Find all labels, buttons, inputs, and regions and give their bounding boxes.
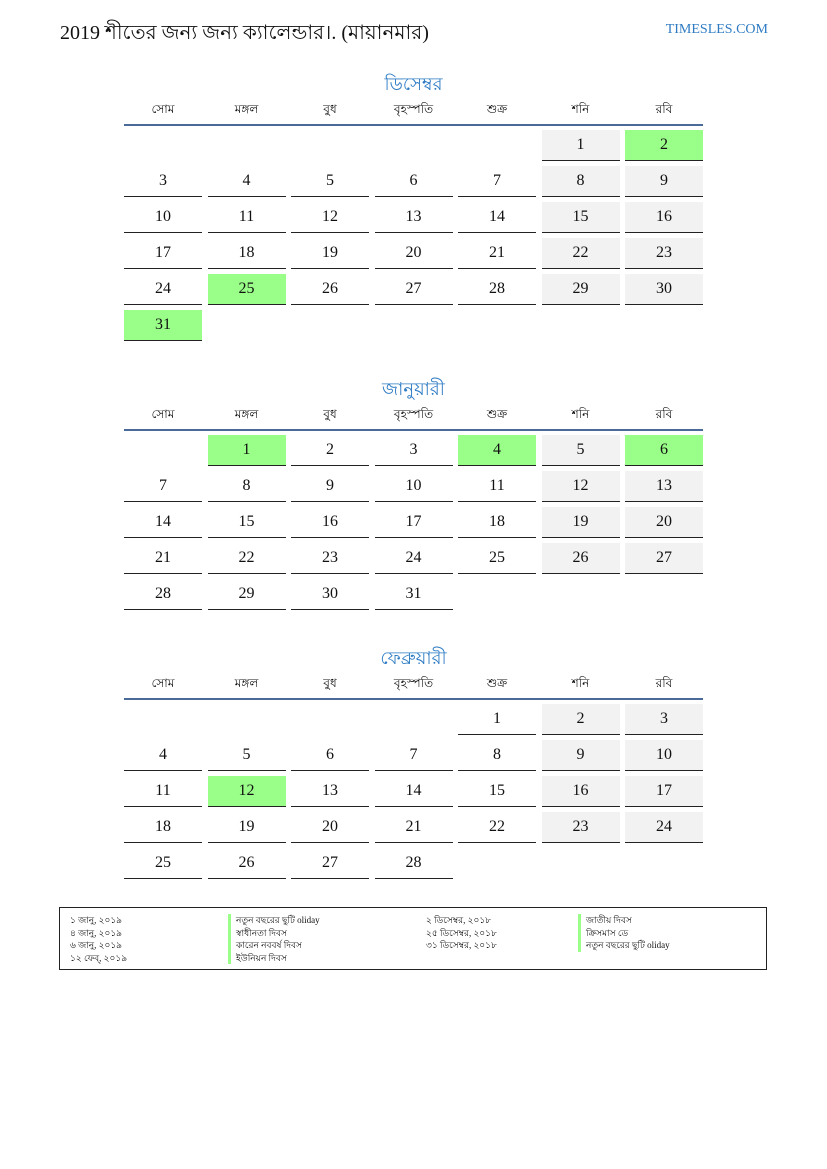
day-cell[interactable]: 30 — [291, 579, 369, 610]
weekday-label: বুধ — [323, 407, 337, 421]
day-cell[interactable]: 23 — [291, 543, 369, 574]
weekday-label: মঙ্গল — [234, 102, 259, 116]
day-cell[interactable]: 6 — [291, 740, 369, 771]
holiday-legend — [59, 907, 767, 970]
weekday-label: বৃহস্পতি — [393, 676, 434, 690]
month-calendar — [124, 644, 703, 879]
day-cell[interactable]: 30 — [625, 274, 703, 305]
day-cell[interactable]: 20 — [291, 812, 369, 843]
weekday-label: সোম — [151, 102, 175, 116]
day-cell[interactable]: 25 — [458, 543, 536, 574]
day-cell[interactable]: 22 — [208, 543, 286, 574]
month-calendar — [124, 375, 703, 610]
day-cell[interactable]: 9 — [291, 471, 369, 502]
day-cell[interactable]: 3 — [625, 704, 703, 735]
day-cell[interactable]: 21 — [124, 543, 202, 574]
legend-date: ১২ ফেব্, ২০১৯ — [70, 952, 128, 963]
page-title: 2019 শীতের জন্য জন্য ক্যালেন্ডার।. (মায়ানমার) — [60, 22, 429, 44]
day-cell[interactable]: 6 — [375, 166, 453, 197]
day-cell[interactable]: 11 — [458, 471, 536, 502]
day-grid — [124, 130, 703, 341]
month-title: ফেব্রুয়ারী — [380, 648, 447, 668]
day-cell[interactable]: 24 — [124, 274, 202, 305]
day-cell[interactable]: 16 — [291, 507, 369, 538]
day-cell[interactable]: 14 — [375, 776, 453, 807]
day-cell[interactable]: 5 — [542, 435, 620, 466]
empty-cell — [124, 435, 202, 465]
day-cell[interactable]: 14 — [124, 507, 202, 538]
day-cell[interactable]: 15 — [542, 202, 620, 233]
legend-holiday-name: জাতীয় দিবস — [578, 914, 670, 927]
holiday-day-cell[interactable]: 2 — [625, 130, 703, 161]
day-cell[interactable]: 17 — [124, 238, 202, 269]
day-cell[interactable]: 29 — [542, 274, 620, 305]
month-title: জানুয়ারী — [382, 379, 445, 399]
day-cell[interactable]: 27 — [291, 848, 369, 879]
day-cell[interactable]: 31 — [375, 579, 453, 610]
empty-cell — [208, 704, 286, 734]
day-cell[interactable]: 26 — [291, 274, 369, 305]
weekday-header — [124, 674, 703, 700]
weekday-label: বৃহস্পতি — [393, 102, 434, 116]
legend-date: ২ ডিসেম্বর, ২০১৮ — [426, 915, 491, 925]
empty-cell — [375, 130, 453, 160]
day-cell[interactable]: 18 — [124, 812, 202, 843]
day-cell[interactable]: 11 — [208, 202, 286, 233]
weekday-label: শুক্র — [486, 102, 508, 116]
legend-holiday-name: ইউনিয়ন দিবস — [228, 952, 320, 965]
weekday-label: শনি — [571, 676, 590, 690]
day-grid — [124, 704, 703, 879]
day-cell[interactable]: 21 — [375, 812, 453, 843]
legend-date: ৪ জানু, ২০১৯ — [70, 927, 123, 938]
legend-date: ২৫ ডিসেম্বর, ২০১৮ — [426, 927, 497, 938]
legend-date: ১ জানু, ২০১৯ — [70, 915, 123, 925]
day-cell[interactable]: 1 — [542, 130, 620, 161]
day-cell[interactable]: 16 — [625, 202, 703, 233]
day-cell[interactable]: 19 — [208, 812, 286, 843]
legend-holiday-name: ক্রিসমাস ডে — [578, 927, 670, 940]
weekday-label: রবি — [655, 407, 673, 421]
weekday-label: রবি — [655, 676, 673, 690]
holiday-day-cell[interactable]: 12 — [208, 776, 286, 807]
day-cell[interactable]: 7 — [375, 740, 453, 771]
day-cell[interactable]: 21 — [458, 238, 536, 269]
weekday-label: বুধ — [323, 102, 337, 116]
weekday-label: শনি — [571, 102, 590, 116]
day-cell[interactable]: 7 — [458, 166, 536, 197]
empty-cell — [375, 704, 453, 734]
legend-holiday-name: কারেন নববর্ষ দিবস — [228, 939, 320, 952]
empty-cell — [291, 130, 369, 160]
day-cell[interactable]: 16 — [542, 776, 620, 807]
day-cell[interactable]: 12 — [542, 471, 620, 502]
weekday-label: বুধ — [323, 676, 337, 690]
day-cell[interactable]: 13 — [625, 471, 703, 502]
day-cell[interactable]: 7 — [124, 471, 202, 502]
day-cell[interactable]: 27 — [625, 543, 703, 574]
day-cell[interactable]: 19 — [542, 507, 620, 538]
empty-cell — [124, 704, 202, 734]
day-cell[interactable]: 3 — [124, 166, 202, 197]
day-cell[interactable]: 9 — [542, 740, 620, 771]
day-cell[interactable]: 17 — [625, 776, 703, 807]
month-calendar — [124, 70, 703, 341]
day-cell[interactable]: 1 — [458, 704, 536, 735]
weekday-header — [124, 100, 703, 126]
legend-holiday-name: নতুন বছরের ছুটি oliday — [578, 939, 670, 952]
day-cell[interactable]: 20 — [625, 507, 703, 538]
day-grid — [124, 435, 703, 610]
day-cell[interactable]: 14 — [458, 202, 536, 233]
holiday-day-cell[interactable]: 25 — [208, 274, 286, 305]
empty-cell — [208, 130, 286, 160]
empty-cell — [291, 704, 369, 734]
legend-holiday-name: নতুন বছরের ছুটি oliday — [228, 914, 320, 927]
day-cell[interactable]: 10 — [375, 471, 453, 502]
day-cell[interactable]: 13 — [375, 202, 453, 233]
day-cell[interactable]: 9 — [625, 166, 703, 197]
day-cell[interactable]: 10 — [124, 202, 202, 233]
holiday-day-cell[interactable]: 6 — [625, 435, 703, 466]
day-cell[interactable]: 17 — [375, 507, 453, 538]
weekday-label: বৃহস্পতি — [393, 407, 434, 421]
day-cell[interactable]: 4 — [208, 166, 286, 197]
day-cell[interactable]: 24 — [375, 543, 453, 574]
day-cell[interactable]: 2 — [291, 435, 369, 466]
weekday-label: শনি — [571, 407, 590, 421]
day-cell[interactable]: 10 — [625, 740, 703, 771]
day-cell[interactable]: 26 — [542, 543, 620, 574]
day-cell[interactable]: 26 — [208, 848, 286, 879]
empty-cell — [458, 130, 536, 160]
day-cell[interactable]: 19 — [291, 238, 369, 269]
weekday-label: রবি — [655, 102, 673, 116]
day-cell[interactable]: 23 — [625, 238, 703, 269]
day-cell[interactable]: 3 — [375, 435, 453, 466]
day-cell[interactable]: 5 — [208, 740, 286, 771]
day-cell[interactable]: 28 — [124, 579, 202, 610]
day-cell[interactable]: 28 — [458, 274, 536, 305]
day-cell[interactable]: 15 — [208, 507, 286, 538]
month-title: ডিসেম্বর — [384, 74, 443, 94]
day-cell[interactable]: 12 — [291, 202, 369, 233]
day-cell[interactable]: 29 — [208, 579, 286, 610]
day-cell[interactable]: 5 — [291, 166, 369, 197]
day-cell[interactable]: 8 — [208, 471, 286, 502]
weekday-label: শুক্র — [486, 407, 508, 421]
holiday-day-cell[interactable]: 4 — [458, 435, 536, 466]
day-cell[interactable]: 18 — [208, 238, 286, 269]
day-cell[interactable]: 2 — [542, 704, 620, 735]
day-cell[interactable]: 8 — [458, 740, 536, 771]
legend-date: ৬ জানু, ২০১৯ — [70, 940, 123, 950]
weekday-label: মঙ্গল — [234, 407, 259, 421]
legend-holiday-name: স্বাধীনতা দিবস — [228, 927, 320, 940]
weekday-label: সোম — [151, 676, 175, 690]
day-cell[interactable]: 15 — [458, 776, 536, 807]
day-cell[interactable]: 24 — [625, 812, 703, 843]
holiday-day-cell[interactable]: 31 — [124, 310, 202, 341]
day-cell[interactable]: 20 — [375, 238, 453, 269]
day-cell[interactable]: 22 — [458, 812, 536, 843]
weekday-label: মঙ্গল — [234, 676, 259, 690]
day-cell[interactable]: 27 — [375, 274, 453, 305]
day-cell[interactable]: 22 — [542, 238, 620, 269]
day-cell[interactable]: 4 — [124, 740, 202, 771]
day-cell[interactable]: 8 — [542, 166, 620, 197]
site-link[interactable]: TIMESLES.COM — [665, 22, 768, 37]
empty-cell — [124, 130, 202, 160]
day-cell[interactable]: 13 — [291, 776, 369, 807]
weekday-label: সোম — [151, 407, 175, 421]
holiday-day-cell[interactable]: 1 — [208, 435, 286, 466]
day-cell[interactable]: 18 — [458, 507, 536, 538]
day-cell[interactable]: 25 — [124, 848, 202, 879]
day-cell[interactable]: 28 — [375, 848, 453, 879]
legend-date: ৩১ ডিসেম্বর, ২০১৮ — [426, 940, 497, 950]
weekday-label: শুক্র — [486, 676, 508, 690]
day-cell[interactable]: 11 — [124, 776, 202, 807]
day-cell[interactable]: 23 — [542, 812, 620, 843]
weekday-header — [124, 405, 703, 431]
